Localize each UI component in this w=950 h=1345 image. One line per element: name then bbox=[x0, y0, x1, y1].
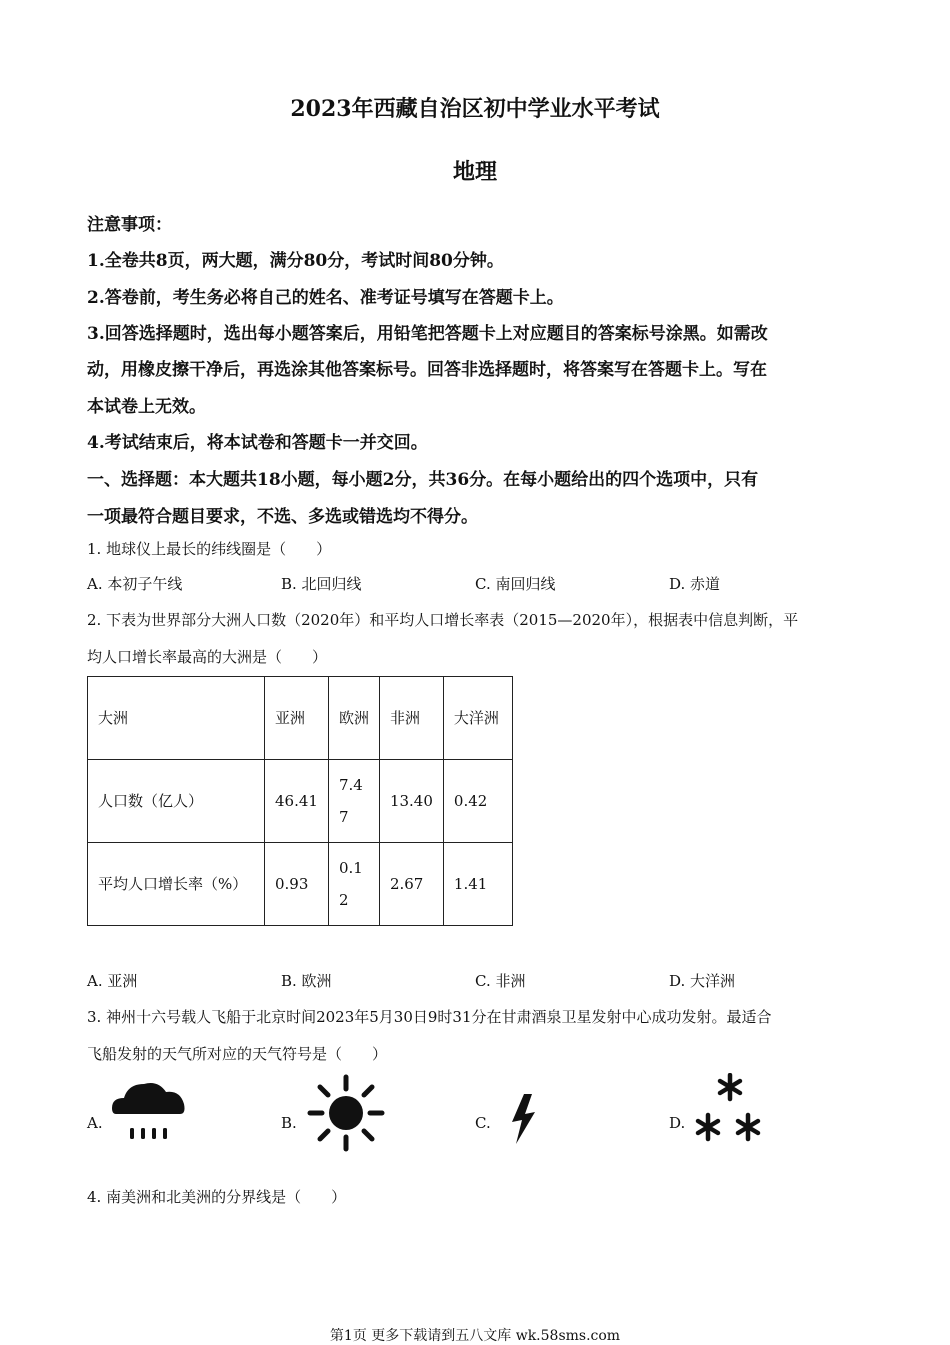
q1-option-a: A. 本初子午线 bbox=[87, 575, 183, 593]
exam-subject: 地理 bbox=[452, 159, 497, 185]
sunny-icon bbox=[306, 1073, 386, 1153]
page-footer: 第1页 更多下载请到五八文库 wk.58sms.com bbox=[329, 1328, 621, 1344]
table-cell: 2.67 bbox=[379, 843, 443, 926]
q3-option-d-label: D. bbox=[669, 1114, 686, 1132]
population-table bbox=[87, 676, 513, 926]
section-heading: 一、选择题：本大题共18小题，每小题2分，共36分。在每小题给出的四个选项中，只有 bbox=[87, 470, 759, 490]
table-header-cell: 亚洲 bbox=[265, 677, 329, 760]
table-cell: 7.47 bbox=[328, 760, 379, 843]
q2-option-a: A. 亚洲 bbox=[87, 972, 138, 990]
q3-option-a-label: A. bbox=[87, 1114, 103, 1132]
notice-item: 动，用橡皮擦干净后，再选涂其他答案标号。回答非选择题时，将答案写在答题卡上。写在 bbox=[87, 360, 767, 380]
notice-item: 4.考试结束后，将本试卷和答题卡一并交回。 bbox=[87, 433, 428, 453]
q1-option-d: D. 赤道 bbox=[669, 575, 721, 593]
notice-item: 3.回答选择题时，选出每小题答案后，用铅笔把答题卡上对应题目的答案标号涂黑。如需改 bbox=[87, 324, 768, 344]
snow-icon bbox=[692, 1073, 766, 1145]
table-cell: 0.42 bbox=[443, 760, 512, 843]
table-cell: 1.41 bbox=[443, 843, 512, 926]
table-cell: 46.41 bbox=[265, 760, 329, 843]
q3-stem-cont: 飞船发射的天气所对应的天气符号是（ ） bbox=[87, 1045, 388, 1063]
table-cell: 人口数（亿人） bbox=[88, 760, 265, 843]
q1-stem: 1. 地球仪上最长的纬线圈是（ ） bbox=[87, 540, 332, 558]
q2-stem: 2. 下表为世界部分大洲人口数（2020年）和平均人口增长率表（2015—2020年），根据表中信息判断，平 bbox=[87, 611, 799, 629]
table-header-cell: 大洲 bbox=[88, 677, 265, 760]
exam-title: 2023年西藏自治区初中学业水平考试 bbox=[290, 96, 660, 122]
table-header-cell: 欧洲 bbox=[328, 677, 379, 760]
table-row bbox=[88, 843, 513, 926]
q2-option-b: B. 欧洲 bbox=[281, 972, 332, 990]
q3-option-c-label: C. bbox=[475, 1114, 491, 1132]
q3-stem: 3. 神州十六号载人飞船于北京时间2023年5月30日9时31分在甘肃酒泉卫星发射中心成功发射。最适合 bbox=[87, 1008, 772, 1026]
q1-option-c: C. 南回归线 bbox=[475, 575, 556, 593]
notice-heading: 注意事项： bbox=[87, 215, 172, 235]
q2-stem-cont: 均人口增长率最高的大洲是（ ） bbox=[87, 648, 328, 666]
q3-option-b-label: B. bbox=[281, 1114, 297, 1132]
table-row bbox=[88, 760, 513, 843]
notice-item: 1.全卷共8页，两大题，满分80分，考试时间80分钟。 bbox=[87, 251, 504, 271]
q1-option-b: B. 北回归线 bbox=[281, 575, 362, 593]
rain-icon bbox=[110, 1078, 188, 1148]
q2-option-d: D. 大洋洲 bbox=[669, 972, 736, 990]
table-header-cell: 非洲 bbox=[379, 677, 443, 760]
table-header-cell: 大洋洲 bbox=[443, 677, 512, 760]
section-heading-cont: 一项最符合题目要求，不选、多选或错选均不得分。 bbox=[87, 507, 478, 527]
table-cell: 0.12 bbox=[328, 843, 379, 926]
table-cell: 平均人口增长率（%） bbox=[88, 843, 265, 926]
notice-item: 2.答卷前，考生务必将自己的姓名、准考证号填写在答题卡上。 bbox=[87, 288, 564, 308]
notice-item: 本试卷上无效。 bbox=[87, 397, 206, 417]
table-cell: 0.93 bbox=[265, 843, 329, 926]
q4-stem: 4. 南美洲和北美洲的分界线是（ ） bbox=[87, 1188, 347, 1206]
lightning-icon bbox=[508, 1092, 538, 1146]
q2-option-c: C. 非洲 bbox=[475, 972, 526, 990]
table-cell: 13.40 bbox=[379, 760, 443, 843]
table-header-row bbox=[88, 677, 513, 760]
